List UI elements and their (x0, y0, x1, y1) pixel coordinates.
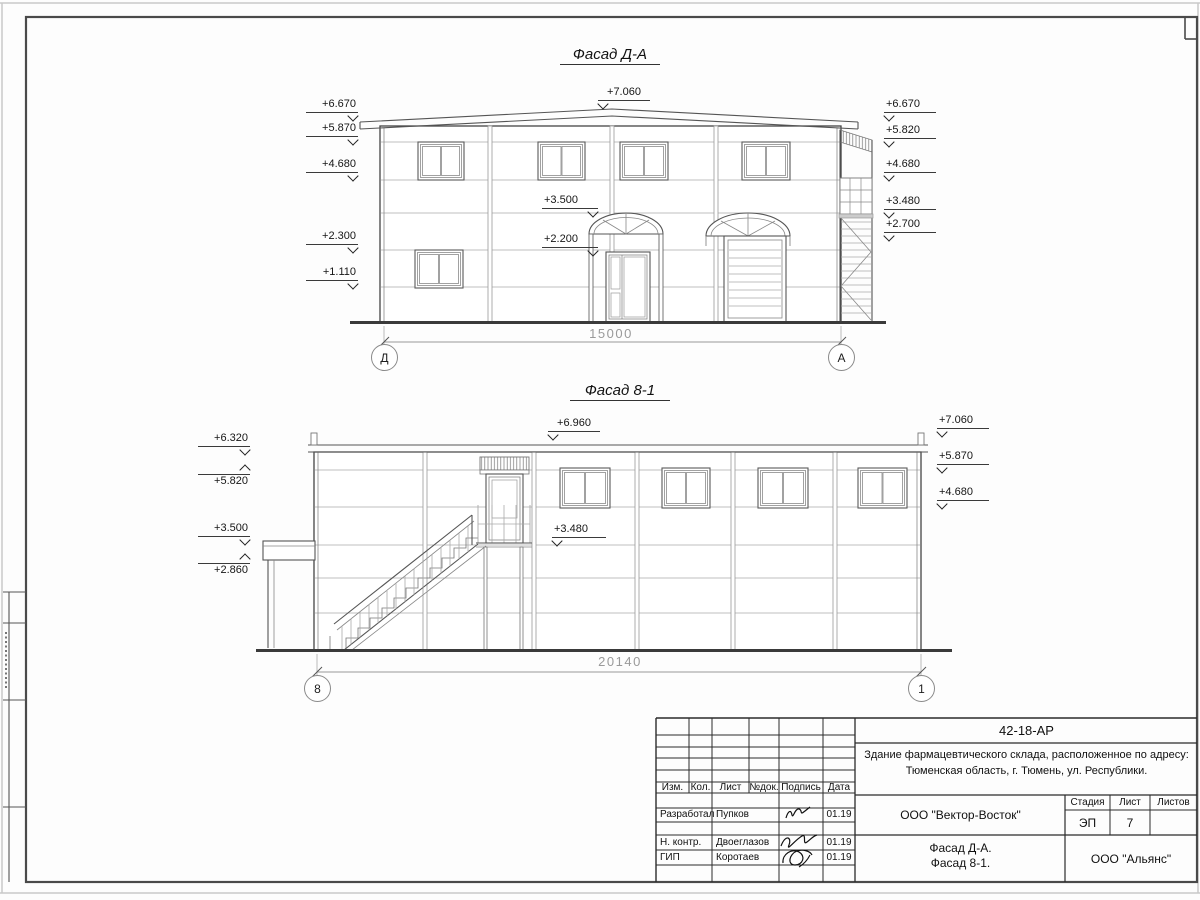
customer-company: ООО "Альянс" (1090, 851, 1172, 866)
signature-name: Пупков (716, 809, 749, 820)
elevation-mark: +4.680 (884, 158, 936, 173)
signature-date: 01.19 (826, 851, 852, 863)
elevation-mark: +5.870 (306, 122, 358, 137)
rev-header-data: Дата (827, 781, 851, 793)
design-organization: ООО "Вектор-Восток" (900, 808, 1021, 822)
signature-role: ГИП (660, 851, 680, 863)
sheet-number: 7 (1126, 815, 1134, 830)
rev-header-list: Лист (719, 781, 742, 793)
stage-value: ЭП (1078, 815, 1097, 830)
doc-code: 42-18-АР (999, 722, 1054, 738)
signature-date: 01.19 (826, 809, 852, 820)
project-description-line2: Тюменская область, г. Тюмень, ул. Республики. (905, 765, 1148, 777)
elevation-mark: +2.200 (542, 233, 598, 248)
elevation-mark: +5.820 (198, 474, 250, 489)
elevation-mark: +2.860 (198, 563, 250, 578)
rev-header-ndok: №док. (749, 781, 779, 793)
elevation-mark: +3.500 (198, 522, 250, 537)
dimension-label: 20140 (598, 654, 642, 669)
elevation-mark: +4.680 (306, 158, 358, 173)
rev-header-izm: Изм. (661, 781, 684, 793)
elevation-mark: +6.320 (198, 432, 250, 447)
axis-marker-8: 8 (304, 675, 331, 702)
elevation-mark: +4.680 (937, 486, 989, 501)
elevation-mark: +7.060 (598, 86, 650, 101)
elevation-mark: +5.820 (884, 124, 936, 139)
signature-date: 01.19 (826, 836, 852, 848)
elevation-mark: +2.300 (306, 230, 358, 245)
elevation-mark: +3.500 (542, 194, 598, 209)
signature-name: Двоеглазов (716, 836, 770, 848)
axis-marker-1: 1 (908, 675, 935, 702)
signature-role: Н. контр. (660, 836, 702, 848)
sheets-label: Листов (1157, 796, 1190, 808)
sheet-content-line1: Фасад Д-А. (929, 841, 992, 855)
signature-role: Разработал (660, 809, 715, 820)
stage-label: Стадия (1070, 796, 1105, 808)
rev-header-kol: Кол. (690, 781, 711, 793)
sheet-label: Лист (1119, 796, 1141, 808)
sheet-content-line2: Фасад 8-1. (930, 856, 991, 870)
elevation-mark: +6.960 (548, 417, 600, 432)
axis-marker-a: А (828, 344, 855, 371)
facade2-title: Фасад 8-1 (570, 382, 670, 401)
elevation-mark: +2.700 (884, 218, 936, 233)
elevation-mark: +1.110 (306, 266, 358, 281)
elevation-mark: +6.670 (306, 98, 358, 113)
elevation-mark: +7.060 (937, 414, 989, 429)
signature-name: Коротаев (716, 851, 760, 863)
rev-header-podpis: Подпись (781, 781, 821, 793)
dimension-label: 15000 (589, 326, 633, 341)
elevation-mark: +3.480 (552, 523, 606, 538)
axis-marker-d: Д (371, 344, 398, 371)
project-description-line1: Здание фармацевтического склада, расположенное по адресу: (864, 749, 1189, 761)
elevation-mark: +3.480 (884, 195, 936, 210)
elevation-mark: +6.670 (884, 98, 936, 113)
facade1-title: Фасад Д-А (560, 46, 660, 65)
sheets-total (1150, 810, 1197, 835)
elevation-mark: +5.870 (937, 450, 989, 465)
